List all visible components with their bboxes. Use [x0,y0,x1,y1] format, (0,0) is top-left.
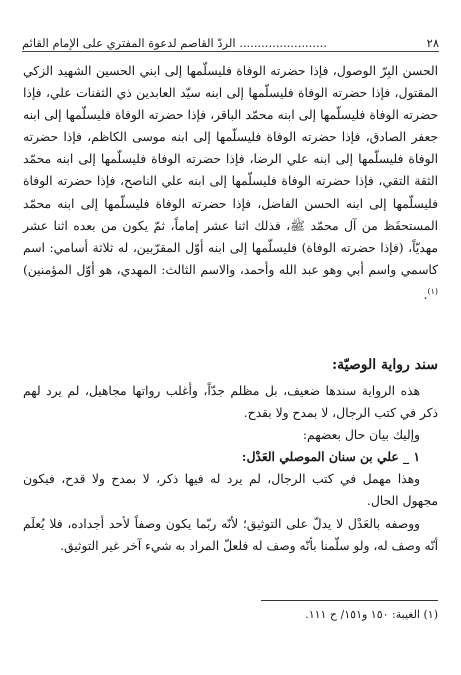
footnote-marker: (١) [427,286,438,296]
footnote: (١) الغيبة: ١٥٠ و١٥١/ ح ١١١. [305,608,438,621]
narrator-heading: ١ _ علي بن سنان الموصلي العَدْل: [241,449,420,465]
running-header [22,35,439,52]
footnote-divider [261,600,438,601]
intro-paragraph [23,60,438,306]
intro-block [23,60,438,306]
section-heading: سند رواية الوصيّة: [331,357,438,373]
narrator-paragraph-2: ووصفه بالعَدْل لا يدلّ على التوثيق؛ لأنّه ربّما يكون وصفاً لأحد أجداده، فلا يُعلَم أنّه وصف له، ولو سلّمنا بأنّه وصف له فلعلّ المراد به شيء آخر غير التوثيق. [23,516,438,553]
section-paragraph-2: وإليك بيان حال بعضهم: [302,428,420,443]
section-body [23,380,438,557]
section-paragraph-1: هذه الرواية سندها ضعيف، بل مظلم جدّاً، وأغلب رواتها مجاهيل، لم يرد لهم ذكر في كتب الرجال، لا بمدح ولا بقدح. [23,384,438,421]
intro-end: . [423,288,428,303]
intro-text: الحسن البِرّ الوصول، فإذا حضرته الوفاة فليسلّمها إلى ابني الحسين الشهيد الزكي المقتول، فإذا حضرته الوفاة فليسلّمها إلى ابنه سيّد العابدين ذي الثفنات علي، فإذا حضرته الوفاة فليسلّمها إلى ابنه محمّد الباقر، فإذا حضرته الوفاة فليسلّمها إلى ابنه جعفر الصادق، فإذا حضرته الوفاة فليسلّمها إلى ابنه موسى الكاظم، فإذا حضرته الوفاة فليسلّمها إلى ابنه علي الرضا، فإذا حضرته الوفاة فليسلّمها إلى ابنه محمّد الثقة التقي، فإذا حضرته الوفاة فليسلّمها إلى ابنه علي الناصح، فإذا حضرته الوفاة فليسلّمها إلى ابنه الحسن الفاضل، فإذا حضرته الوفاة فليسلّمها إلى ابنه محمّد المستحفَظ من آل محمّد ﷺ، فذلك اثنا عشر إماماً، ثمّ يكون من بعده اثنا عشر مهديّاً، (فإذا حضرته الوفاة) فليسلّمها إلى ابنه أوّل المقرّبين، له ثلاثة أسامي: اسم كاسمي واسم أبي وهو عبد الله وأحمد، والاسم الثالث: المهدي، هو أوّل المؤمنين) [23,64,438,277]
page-number: ٢٨ [426,36,439,50]
narrator-paragraph-1: وهذا مهمل في كتب الرجال، لم يرد له فيها ذكر، لا بمدح ولا قدح، فيكون مجهول الحال. [23,472,438,509]
running-header-title: ........................ الردّ القاصم لدعوة المفتري على الإمام القائم [22,36,327,50]
